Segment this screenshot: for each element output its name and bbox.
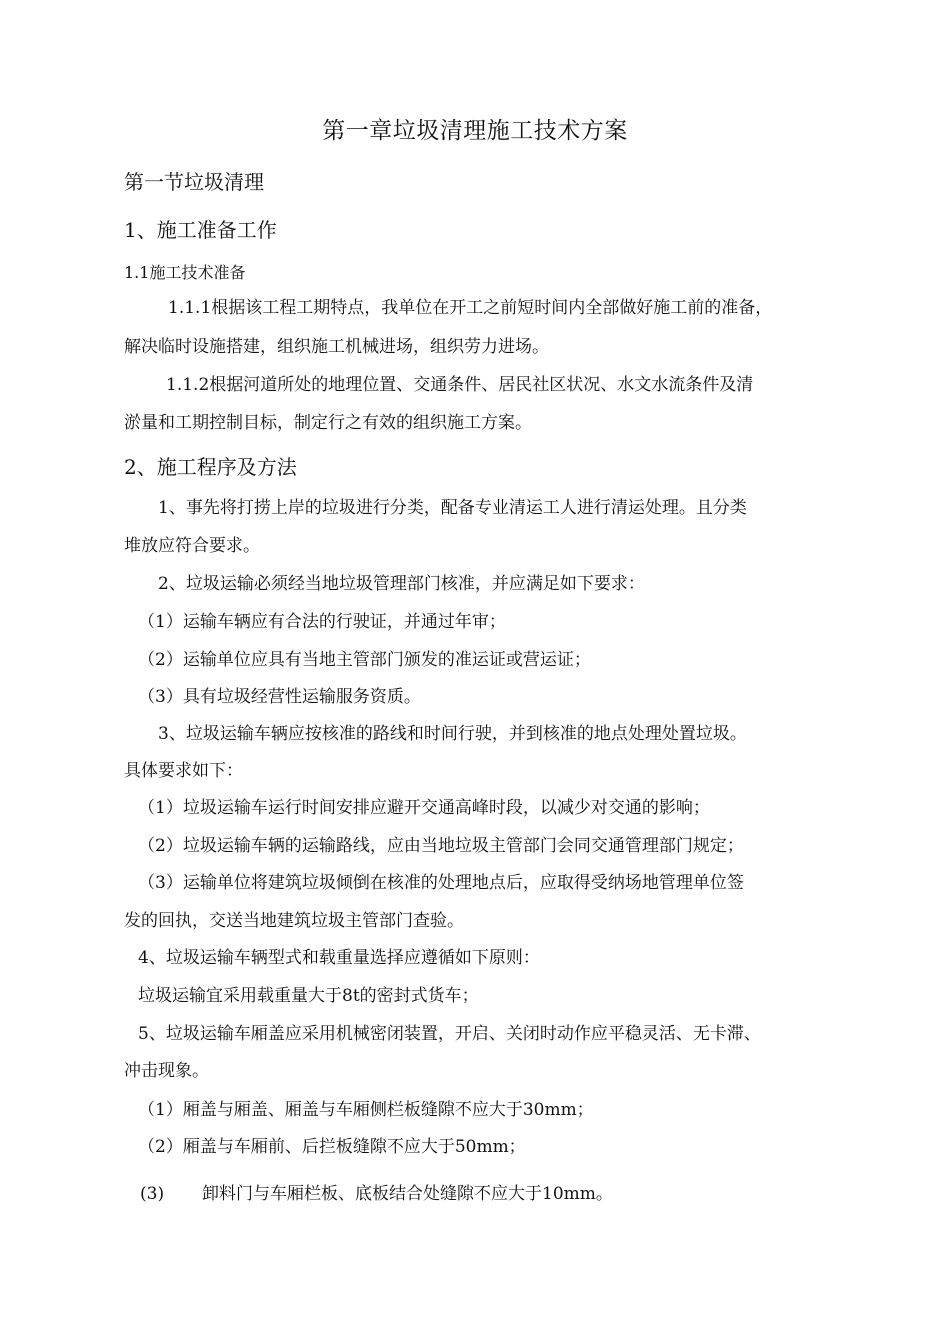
paragraph-1-1-2-line-2: 淤量和工期控制目标，制定行之有效的组织施工方案。	[124, 413, 532, 433]
paragraph-2-3-line-2: 具体要求如下：	[124, 761, 243, 781]
list-item-2-3-1: （1）垃圾运输车运行时间安排应避开交通高峰时段，以减少对交通的影响；	[138, 798, 710, 818]
list-item-2-2-2: （2）运输单位应具有当地主管部门颁发的准运证或营运证；	[138, 650, 591, 670]
list-item-2-3-2: （2）垃圾运输车辆的运输路线，应由当地垃圾主管部门会同交通管理部门规定；	[138, 836, 744, 856]
heading-1-1: 1.1施工技术准备	[124, 263, 246, 282]
section-title: 第一节垃圾清理	[124, 170, 264, 194]
heading-1: 1、施工准备工作	[124, 218, 277, 242]
paragraph-1-1-2-line-1: 1.1.2根据河道所处的地理位置、交通条件、居民社区状况、水文水流条件及清	[166, 375, 754, 395]
paragraph-2-4: 4、垃圾运输车辆型式和载重量选择应遵循如下原则：	[138, 948, 540, 968]
paragraph-2-4-1: 垃圾运输宜采用载重量大于8t的密封式货车；	[138, 986, 479, 1006]
paragraph-2-5-line-1: 5、垃圾运输车厢盖应采用机械密闭装置，开启、关闭时动作应平稳灵活、无卡滞、	[138, 1024, 761, 1044]
list-item-2-2-1: （1）运输车辆应有合法的行驶证，并通过年审；	[138, 612, 506, 632]
paragraph-2-5-line-2: 冲击现象。	[124, 1061, 209, 1081]
paragraph-2-1-line-2: 堆放应符合要求。	[124, 536, 260, 556]
paragraph-2-2: 2、垃圾运输必须经当地垃圾管理部门核准，并应满足如下要求：	[158, 574, 645, 594]
paragraph-1-1-1-line-2: 解决临时设施搭建，组织施工机械进场，组织劳力进场。	[124, 337, 549, 357]
paragraph-1-1-1-line-1: 1.1.1根据该工程工期特点，我单位在开工之前短时间内全部做好施工前的准备，	[168, 298, 773, 318]
page-title: 第一章垃圾清理施工技术方案	[322, 118, 628, 144]
paragraph-2-1-line-1: 1、事先将打捞上岸的垃圾进行分类，配备专业清运工人进行清运处理。且分类	[158, 498, 747, 518]
list-item-2-3-3-line-1: （3）运输单位将建筑垃圾倾倒在核准的处理地点后，应取得受纳场地管理单位签	[138, 873, 744, 893]
list-item-2-2-3: （3）具有垃圾经营性运输服务资质。	[138, 687, 421, 707]
heading-2: 2、施工程序及方法	[124, 455, 297, 479]
list-item-2-5-1: （1）厢盖与厢盖、厢盖与车厢侧栏板缝隙不应大于30mm；	[138, 1100, 594, 1120]
paragraph-2-3-line-1: 3、垃圾运输车辆应按核准的路线和时间行驶，并到核准的地点处理处置垃圾。	[158, 724, 747, 744]
list-item-2-5-3-text: 卸料门与车厢栏板、底板结合处缝隙不应大于10mm。	[202, 1184, 613, 1204]
list-item-2-3-3-line-2: 发的回执，交送当地建筑垃圾主管部门查验。	[124, 911, 464, 931]
list-item-2-5-3-number: (3)	[140, 1184, 165, 1204]
list-item-2-5-2: （2）厢盖与车厢前、后拦板缝隙不应大于50mm；	[138, 1137, 526, 1157]
